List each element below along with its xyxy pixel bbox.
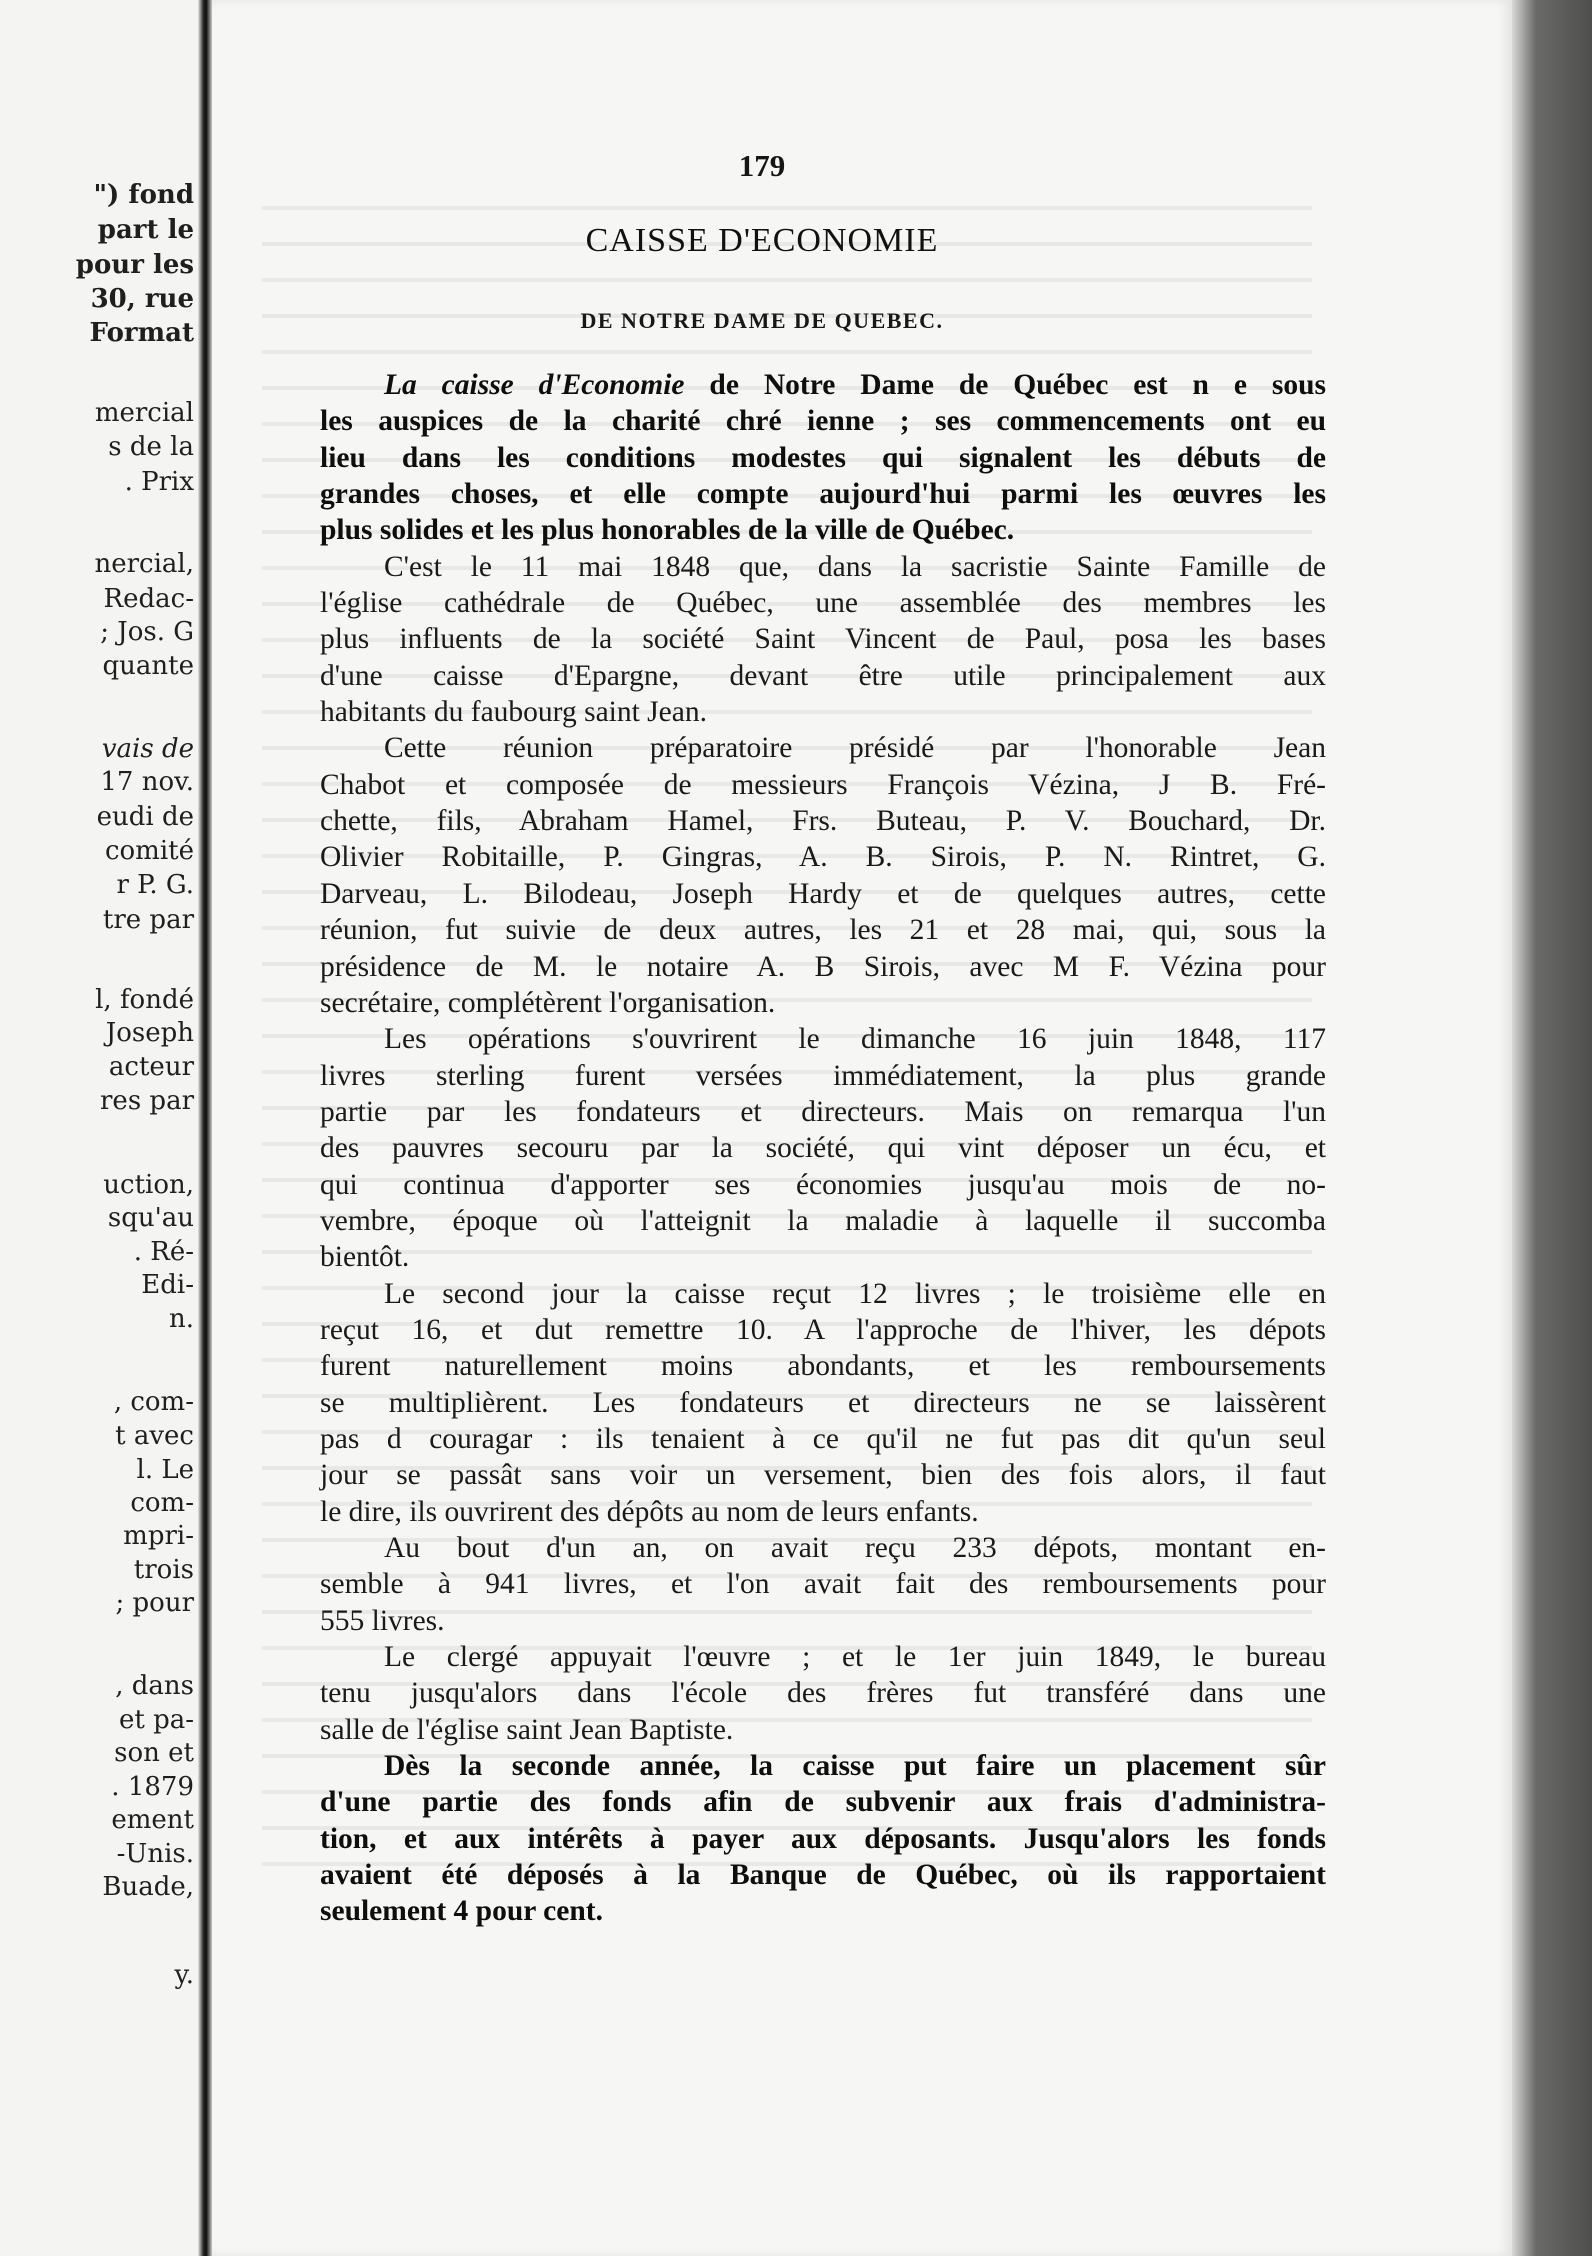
text-line: des pauvres secouru par la société, qui vint déposer un écu, et [320,1132,1326,1165]
left-page-line: Redac- [103,584,194,614]
left-page-line: . Prix [124,467,194,497]
page-title: CAISSE D'ECONOMIE [585,222,939,259]
text-line: habitants du faubourg saint Jean. [320,696,707,729]
text-line: salle de l'église saint Jean Baptiste. [320,1713,734,1746]
page-subtitle: DE NOTRE DAME DE QUEBEC. [580,308,944,333]
left-page-line: , com- [113,1387,194,1417]
text-line: tion, et aux intérêts à payer aux déposants. Jusqu'alors les fonds [320,1822,1326,1855]
text-line: l'église cathédrale de Québec, une assemblée des membres les [320,587,1326,620]
left-page-line: . Ré- [133,1237,194,1267]
left-page-line: son et [114,1738,194,1768]
left-page-line: tre par [102,905,194,935]
text-line [320,367,1326,403]
left-page-line: mercial [94,398,194,428]
text-line: jour se passât sans voir un versement, bien des fois alors, il faut [320,1459,1326,1492]
text-line: qui continua d'apporter ses économies jusqu'au mois de no- [320,1168,1326,1201]
left-page-line: acteur [108,1052,194,1082]
text-line: secrétaire, complétèrent l'organisation. [320,986,776,1019]
left-page-line: res par [100,1086,194,1116]
text-line: C'est le 11 mai 1848 que, dans la sacristie Sainte Famille de [384,550,1326,583]
left-page-line: ement [111,1805,194,1835]
text-line: d'une partie des fonds afin de subvenir aux frais d'administra- [320,1786,1326,1819]
left-page-line: squ'au [107,1203,194,1233]
text-line: tenu jusqu'alors dans l'école des frères fut transféré dans une [320,1677,1326,1710]
text-line: seulement 4 pour cent. [320,1895,603,1928]
text-line: furent naturellement moins abondants, et les remboursements [320,1350,1326,1383]
left-page-line: trois [133,1555,194,1585]
left-page-fragment [0,0,198,2256]
body-text [320,367,1326,1930]
text-line: reçut 16, et dut remettre 10. A l'approche de l'hiver, les dépots [320,1313,1326,1346]
text-line: vembre, époque où l'atteignit la maladie à laquelle il succomba [320,1204,1326,1237]
left-page-line: ") fond [93,180,194,210]
left-page-line: l, fondé [95,985,194,1015]
right-page-edge [1512,0,1592,2256]
text-line: Cette réunion préparatoire présidé par l'honorable Jean [384,732,1326,765]
italic-lead: La caisse d'Economie [384,369,685,401]
left-page-line: , dans [115,1671,194,1701]
left-page-line: . 1879 [111,1772,194,1802]
text-line: livres sterling furent versées immédiatement, la plus grande [320,1059,1326,1092]
left-page-line: vais de [101,734,194,764]
left-page-line: eudi de [96,802,194,832]
text-line: Chabot et composée de messieurs François Vézina, J B. Fré- [320,768,1326,801]
left-page-line: Format [89,318,194,348]
line-text: de Notre Dame de Québec est n e sous [684,369,1326,401]
text-line: semble à 941 livres, et l'on avait fait des remboursements pour [320,1568,1326,1601]
text-line: réunion, fut suivie de deux autres, les 21 et 28 mai, qui, sous la [320,914,1326,947]
text-line: bientôt. [320,1241,410,1274]
text-line: le dire, ils ouvrirent des dépôts au nom de leurs enfants. [320,1495,979,1528]
left-page-line: Buade, [102,1872,194,1902]
text-line: Olivier Robitaille, P. Gingras, A. B. Sirois, P. N. Rintret, G. [320,841,1326,874]
text-line: lieu dans les conditions modestes qui signalent les débuts de [320,441,1326,474]
text-line: Les opérations s'ouvrirent le dimanche 16 juin 1848, 117 [384,1023,1326,1056]
text-line: avaient été déposés à la Banque de Québec, où ils rapportaient [320,1859,1326,1892]
left-page-line: Joseph [105,1018,194,1048]
text-line: 555 livres. [320,1604,445,1637]
book-gutter [198,0,212,2256]
left-page-line: quante [102,651,194,681]
book-page [212,0,1512,2256]
text-line: grandes choses, et elle compte aujourd'hui parmi les œuvres les [320,478,1326,511]
text-line: chette, fils, Abraham Hamel, Frs. Buteau, P. V. Bouchard, Dr. [320,805,1326,838]
left-page-line: 17 nov. [100,767,194,797]
text-line: les auspices de la charité chré ienne ; ses commencements ont eu [320,405,1326,438]
left-page-line: -Unis. [116,1839,194,1869]
left-page-line: n. [168,1304,194,1334]
text-line: Darveau, L. Bilodeau, Joseph Hardy et de quelques autres, cette [320,877,1326,910]
left-page-line: s de la [108,432,194,462]
text-line: Dès la seconde année, la caisse put faire un placement sûr [384,1750,1326,1783]
left-page-line: nercial, [94,549,194,579]
text-line: d'une caisse d'Epargne, devant être utile principalement aux [320,659,1326,692]
text-line: présidence de M. le notaire A. B Sirois, avec M F. Vézina pour [320,950,1326,983]
left-page-line: y. [174,1960,194,1990]
left-page-line: r P. G. [116,870,194,900]
text-line: Le clergé appuyait l'œuvre ; et le 1er juin 1849, le bureau [384,1641,1326,1674]
text-line: partie par les fondateurs et directeurs. Mais on remarqua l'un [320,1095,1326,1128]
page-number: 179 [738,148,786,183]
left-page-line: comité [104,836,194,866]
left-page-line: ; pour [115,1588,194,1618]
text-line: pas d couragar : ils tenaient à ce qu'il ne fut pas dit qu'un seul [320,1422,1326,1455]
left-page-line: 30, rue [90,284,194,314]
text-line: plus influents de la société Saint Vincent de Paul, posa les bases [320,623,1326,656]
left-page-line: l. Le [136,1455,194,1485]
left-page-line: mpri- [123,1521,194,1551]
left-page-line: part le [97,215,194,245]
left-page-line: uction, [103,1170,194,1200]
text-line: se multiplièrent. Les fondateurs et directeurs ne se laissèrent [320,1386,1326,1419]
left-page-line: Edi- [141,1270,194,1300]
text-line: Au bout d'un an, on avait reçu 233 dépots, montant en- [384,1532,1326,1564]
text-line: plus solides et les plus honorables de la ville de Québec. [320,514,1015,547]
left-page-line: com- [130,1488,194,1518]
left-page-line: et pa- [118,1705,194,1735]
left-page-line: t avec [115,1421,194,1451]
text-line: Le second jour la caisse reçut 12 livres ; le troisième elle en [384,1277,1326,1310]
left-page-line: pour les [75,250,194,280]
left-page-line: ; Jos. G [100,617,194,647]
